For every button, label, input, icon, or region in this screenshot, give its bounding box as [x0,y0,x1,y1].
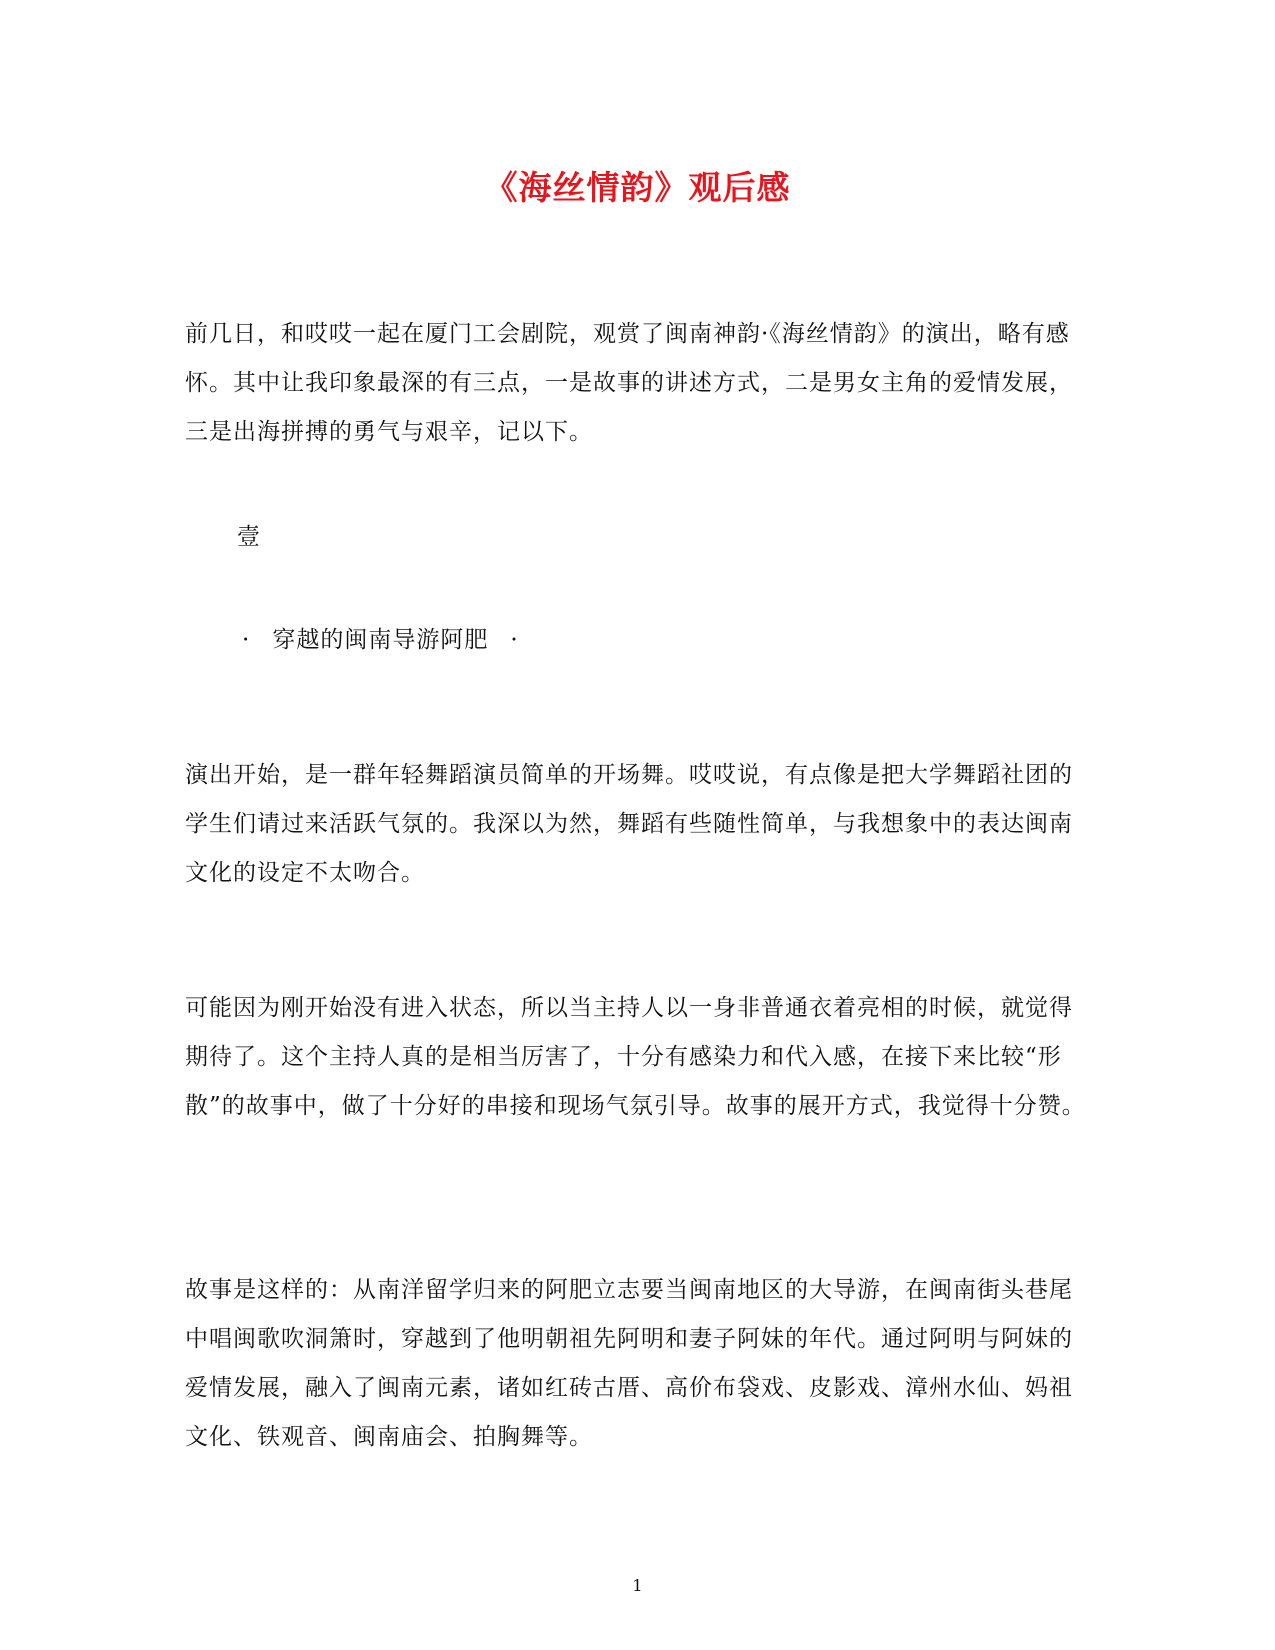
bullet-left: · [242,627,251,653]
section-subheading [242,625,519,655]
paragraph-story: 故事是这样的：从南洋留学归来的阿肥立志要当闽南地区的大导游，在闽南街头巷尾中唱闽歌吹洞箫时，穿越到了他明朝祖先阿明和妻子阿妹的年代。通过阿明与阿妹的爱情发展，融入了闽南元素，诸如红砖古厝、高价布袋戏、皮影戏、漳州水仙、妈祖文化、铁观音、闽南庙会、拍胸舞等。 [185,1277,1073,1450]
paragraph-opening-dance: 演出开始，是一群年轻舞蹈演员简单的开场舞。哎哎说，有点像是把大学舞蹈社团的学生们请过来活跃气氛的。我深以为然，舞蹈有些随性简单，与我想象中的表达闽南文化的设定不太吻合。 [185,762,1073,886]
subheading-text: 穿越的闽南导游阿肥 [272,627,489,653]
paragraph-intro: 前几日，和哎哎一起在厦门工会剧院，观赏了闽南神韵·《海丝情韵》的演出，略有感怀。其中让我印象最深的有三点，一是故事的讲述方式，二是男女主角的爱情发展，三是出海拼搏的勇气与艰辛，记以下。 [185,321,1073,445]
paragraph-host: 可能因为刚开始没有进入状态，所以当主持人以一身非普通衣着亮相的时候，就觉得期待了。这个主持人真的是相当厉害了，十分有感染力和代入感，在接下来比较“形散”的故事中，做了十分好的串接和现场气氛引导。故事的展开方式，我觉得十分赞。 [185,995,1086,1119]
document-title: 《海丝情韵》观后感 [484,168,791,207]
bullet-right: · [510,627,519,653]
section-number: 壹 [237,524,260,550]
page-number: 1 [632,1576,643,1595]
